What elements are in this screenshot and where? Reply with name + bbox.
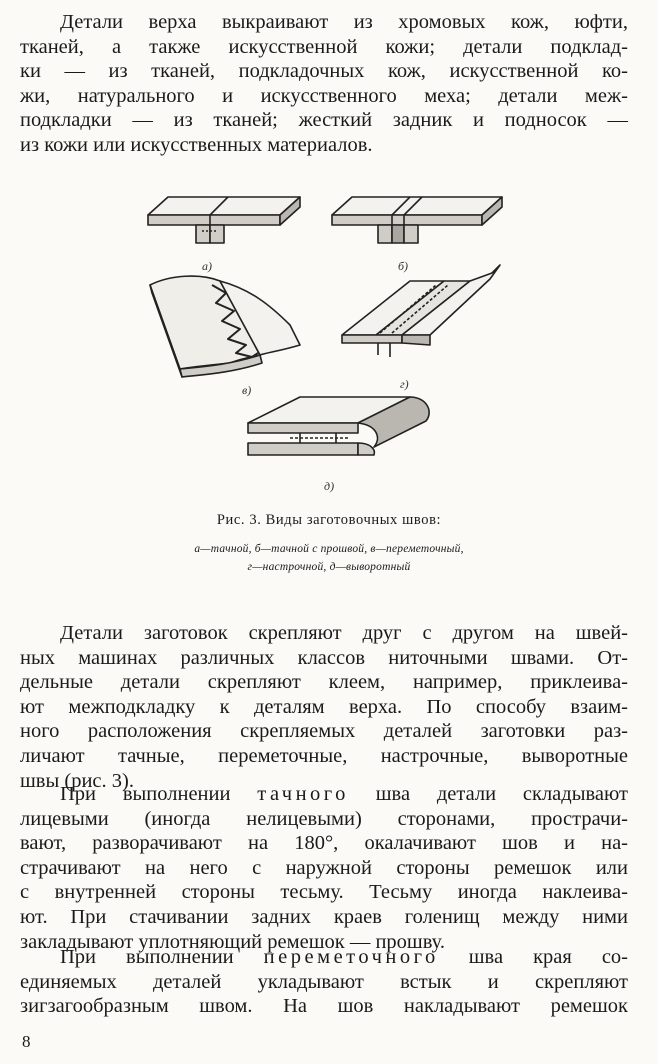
text-line: Детали заготовок скрепляют друг с другом на швей- [60,622,628,644]
paragraph-fastening [20,621,628,793]
seam-diagrams [140,185,510,495]
text-line: ют. При стачивании задних краев голенищ между ними [20,905,628,928]
paragraph-peremetochny-seam [20,945,628,1019]
page-number: 8 [22,1032,31,1051]
text-line: ют межподкладку к деталям верха. По способу взаим- [20,695,628,718]
spaced-term: тачного [257,783,349,805]
text-line: ного расположения скрепляемых деталей заготовки раз- [20,720,628,743]
figure-caption-title: Рис. 3. Виды заготовочных швов: [216,512,442,528]
text-line: с внутренней стороны тесьму. Тесьму иногда наклеива- [20,881,628,904]
figure-caption-line: г—настрочной, д—выворотный [247,561,411,573]
figure-label-g: г) [400,377,409,391]
figure-label-v: в) [242,383,252,397]
spaced-term: переметочного [263,946,439,968]
seam-diagram-d [248,397,429,455]
text-line: зигзагообразным швом. На шов накладывают ремешок [20,995,628,1018]
seam-diagram-v [150,276,300,377]
text-line: единяемых деталей укладывают встык и скрепляют [20,970,628,993]
figure-label-a: а) [202,259,212,273]
text-line: дельные детали скрепляют клеем, например, приклеива- [20,671,628,694]
text-line: вают, разворачивают на 180°, окалачивают шов и на- [20,832,628,855]
text-line: ных машинах различных классов ниточными швами. От- [20,646,628,669]
seam-types-figure [140,185,510,495]
text-line: Детали верха выкраивают из хромовых кож, юфти, [60,11,628,33]
seam-diagram-a [148,197,300,243]
text-line [20,782,628,807]
figure-label-b: б) [398,259,409,273]
seam-diagram-g [342,265,500,357]
text-line: ки — из тканей, подкладочных кож, искусственной ко- [20,60,628,83]
paragraph-materials [20,10,628,158]
figure-caption-line: а—тачной, б—тачной с прошвой, в—переметочный, [194,543,464,555]
text-line [20,945,628,970]
figure-label-d: д) [324,479,335,493]
paragraph-tachnoy-seam [20,782,628,954]
text-fragment: шва детали складывают [348,783,628,805]
text-fragment: шва края со- [438,946,628,968]
text-fragment: При выполнении [60,946,264,968]
text-line: жи, натурального и искусственного меха; детали меж- [20,84,628,107]
text-line: личают тачные, переметочные, настрочные, выворотные [20,744,628,767]
text-line: швы (рис. 3). [20,769,134,792]
text-fragment: При выполнении [60,783,258,805]
text-line: тканей, а также искусственной кожи; детали подклад- [20,35,628,58]
text-line: лицевыми (иногда нелицевыми) сторонами, прострачи- [20,807,628,830]
text-line: страчивают на него с наружной стороны ремешок или [20,856,628,879]
text-line: из кожи или искусственных материалов. [20,133,373,156]
seam-diagram-b [332,197,502,243]
text-line: закладывают уплотняющий ремешок — прошву. [20,930,446,953]
text-line: подкладки — из тканей; жесткий задник и подносок — [20,109,628,132]
